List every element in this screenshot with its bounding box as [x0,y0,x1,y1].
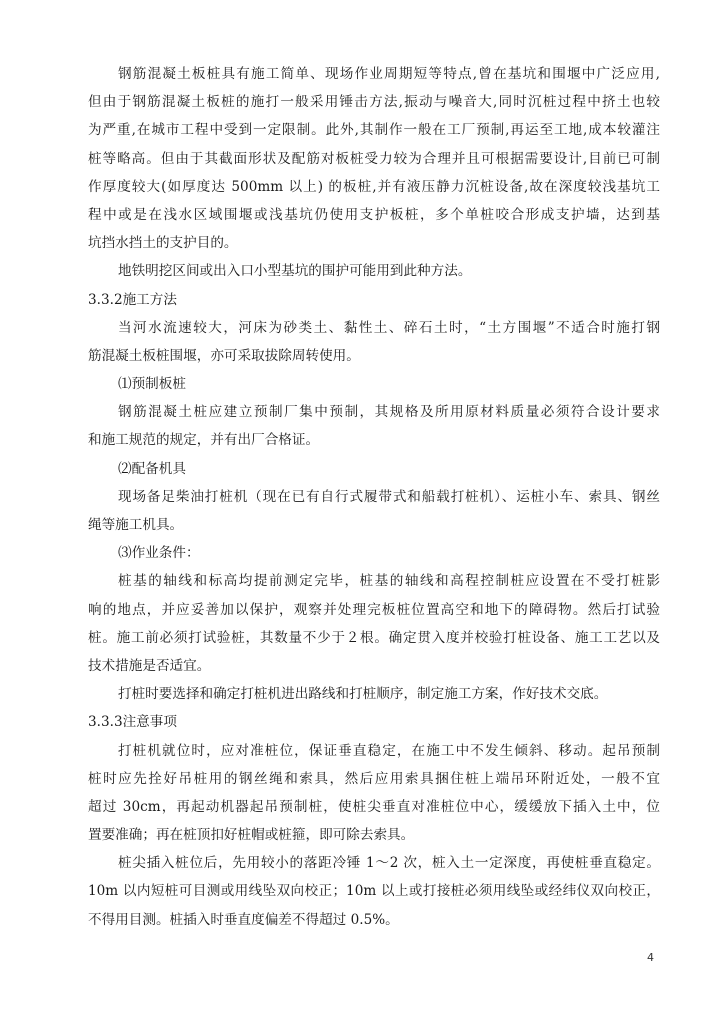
text-line: 桩时应先拴好吊桩用的钢丝绳和索具，然后应用索具捆住桩上端吊环附近处，一般不宜 [88,770,660,787]
text-line: 筋混凝土板桩围堰，亦可采取拔除周转使用。 [88,347,360,364]
list-item-prefabricated-pile [88,370,660,398]
paragraph-prefabrication [88,398,660,454]
paragraph-piling-plan [88,680,660,708]
paragraph-metro-usage [88,257,660,285]
section-heading-construction-method [88,286,660,314]
text-line: 10m 以内短桩可目测或用线坠双向校正；10m 以上或打接桩必须用线坠或经纬仪双向校正， [88,883,660,900]
text-line: 打桩机就位时，应对准桩位，保证垂直稳定，在施工中不发生倾斜、移动。起吊预制 [118,742,660,759]
page-number: 4 [647,951,654,964]
text-line: 置要准确；再在桩顶扣好桩帽或桩箍，即可除去索具。 [88,827,415,844]
list-item-label: ⑶作业条件： [118,545,200,562]
text-line: 技术措施是否适宜。 [88,657,211,674]
paragraph-verticality-check [88,849,660,934]
text-line: 响的地点，并应妥善加以保护，观察并处理完板桩位置高空和地下的障碍物。然后打试验 [88,601,660,618]
paragraph-pile-positioning [88,737,660,850]
text-line: 程中或是在浅水区域围堰或浅基坑仍使用支护板桩，多个单桩咬合形成支护墙，达到基 [88,206,660,223]
text-line: 桩基的轴线和标高均提前测定完毕，桩基的轴线和高程控制桩应设置在不受打桩影 [118,573,660,590]
text-line: 坑挡水挡土的支护目的。 [88,235,238,252]
text-line: 和施工规范的规定，并有出厂合格证。 [88,432,320,449]
paragraph-equipment [88,483,660,539]
paragraph-work-conditions [88,567,660,680]
text-line: 现场备足柴油打桩机（现在已有自行式履带式和船载打桩机）、运桩小车、索具、钢丝 [118,488,660,505]
text-line: 不得用目测。桩插入时垂直度偏差不得超过 0.5%。 [88,911,399,928]
list-item-equipment [88,455,660,483]
document-body [88,60,660,934]
list-item-work-conditions [88,539,660,567]
heading-text: 3.3.3注意事项 [88,714,177,731]
paragraph-river-conditions [88,314,660,370]
text-line: 桩等略高。但由于其截面形状及配筋对板桩受力较为合理并且可根据需要设计,目前已可制 [88,150,660,167]
paragraph-sheet-pile-intro [88,60,660,257]
text-line: 绳等施工机具。 [88,517,184,533]
section-heading-precautions [88,708,660,736]
text-line: 桩尖插入桩位后，先用较小的落距冷锤 1～2 次，桩入土一定深度，再使桩垂直稳定。 [118,855,660,872]
text-line: 超过 30cm，再起动机器起吊预制桩，使桩尖垂直对准桩位中心，缓缓放下插入土中，位 [88,798,660,815]
list-item-label: ⑴预制板桩 [118,376,186,393]
text-line: 地铁明挖区间或出入口小型基坑的围护可能用到此种方法。 [118,263,472,280]
text-line: 打桩时要选择和确定打桩机进出路线和打桩顺序，制定施工方案，作好技术交底。 [118,686,608,703]
text-line: 钢筋混凝土桩应建立预制厂集中预制，其规格及所用原材料质量必须符合设计要求 [118,404,660,421]
text-line: 作厚度较大(如厚度达 500mm 以上) 的板桩,并有液压静力沉桩设备,故在深度较浅基坑工 [88,178,660,195]
text-line: 当河水流速较大，河床为砂类土、黏性土、碎石土时，“土方围堰”不适合时施打钢 [118,319,660,336]
text-line: 为严重,在城市工程中受到一定限制。此外,其制作一般在工厂预制,再运至工地,成本较灌注 [88,122,660,139]
heading-text: 3.3.2施工方法 [88,291,177,308]
list-item-label: ⑵配备机具 [118,460,186,477]
text-line: 桩。施工前必须打试验桩，其数量不少于２根。确定贯入度并校验打桩设备、施工工艺以及 [88,629,660,646]
text-line: 但由于钢筋混凝土板桩的施打一般采用锤击方法,振动与噪音大,同时沉桩过程中挤土也较 [88,94,660,111]
text-line: 钢筋混凝土板桩具有施工简单、现场作业周期短等特点,曾在基坑和围堰中广泛应用, [118,66,660,82]
